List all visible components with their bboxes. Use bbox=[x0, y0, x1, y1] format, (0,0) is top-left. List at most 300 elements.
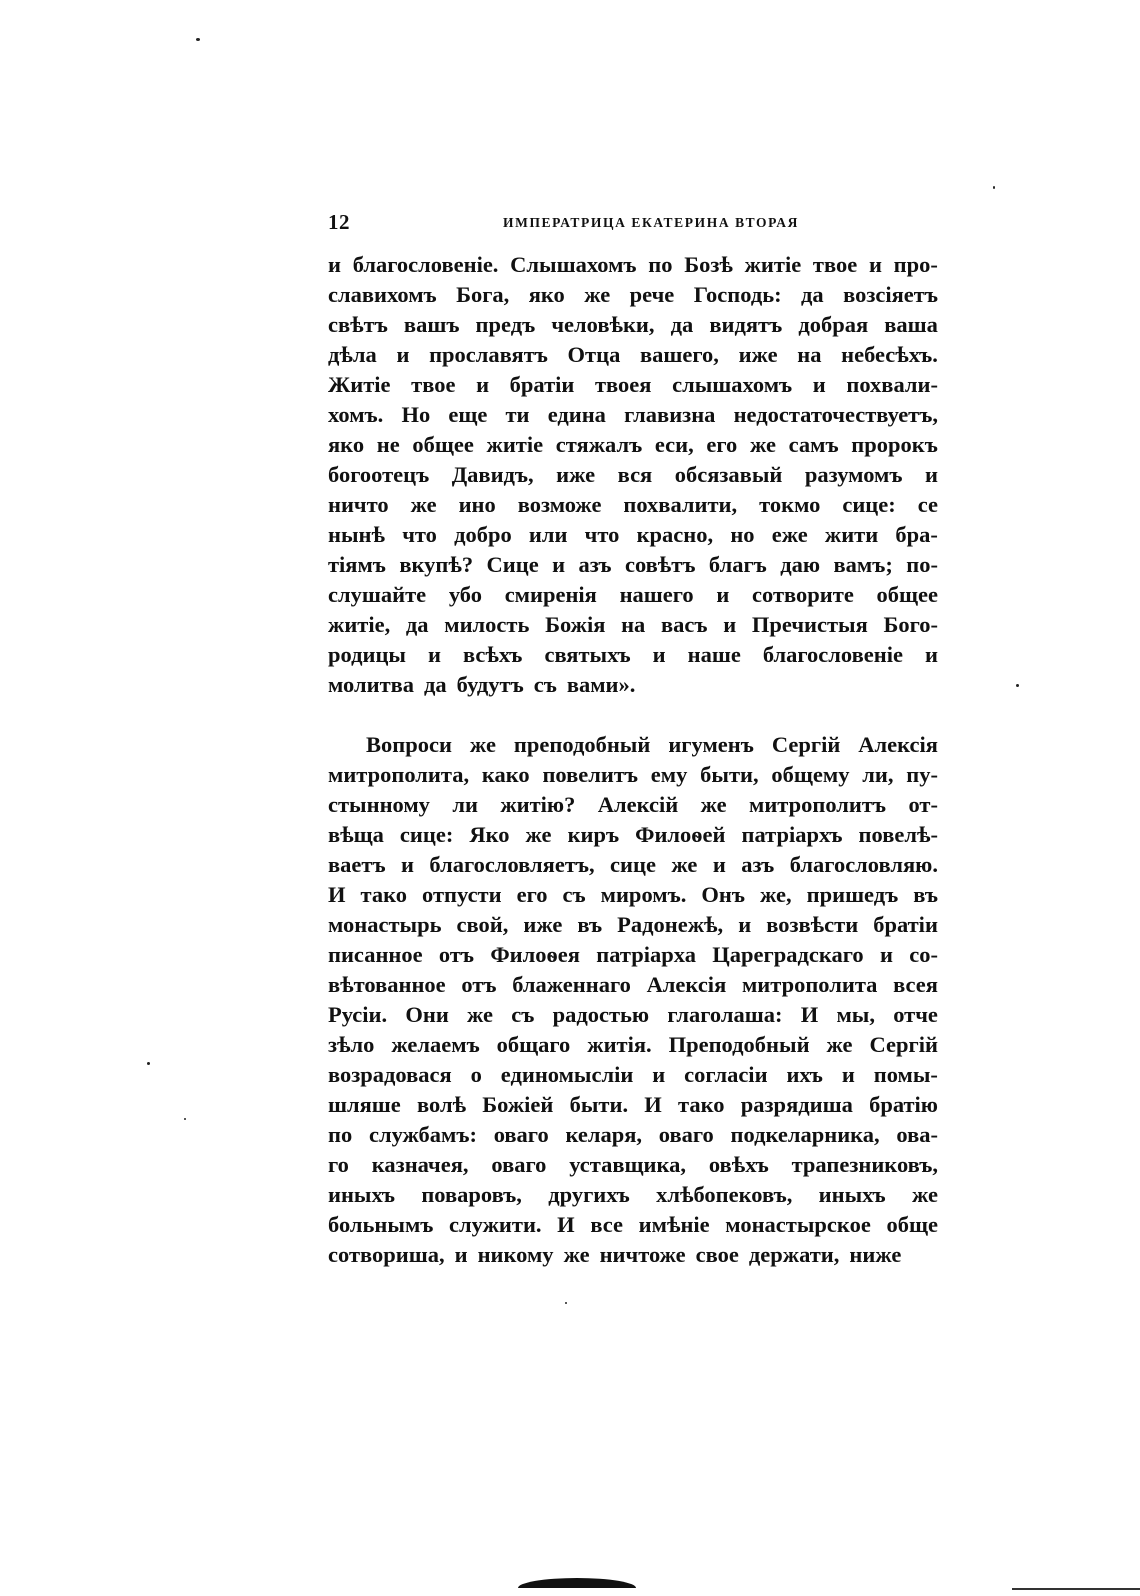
word: твое bbox=[411, 372, 456, 397]
word: Они bbox=[405, 1002, 449, 1027]
text-line bbox=[328, 460, 938, 490]
word: пу- bbox=[906, 762, 938, 787]
text-line bbox=[328, 1240, 938, 1270]
word: его bbox=[516, 882, 548, 907]
word: или bbox=[528, 522, 568, 547]
word: по bbox=[328, 1122, 353, 1147]
word: согласіи bbox=[684, 1062, 768, 1087]
word: поваровъ, bbox=[421, 1182, 522, 1207]
word: быти. bbox=[569, 1092, 629, 1117]
text-line bbox=[328, 1120, 938, 1150]
word: житіе bbox=[744, 252, 802, 277]
word: шляше bbox=[328, 1092, 401, 1117]
word: общаго bbox=[496, 1032, 571, 1057]
text-line bbox=[328, 1150, 938, 1180]
word: и bbox=[738, 912, 752, 937]
word: глаголаша: bbox=[667, 1002, 783, 1027]
word: съ bbox=[533, 672, 557, 697]
word: предъ bbox=[475, 312, 536, 337]
scan-speck bbox=[1016, 684, 1019, 687]
paragraph-2 bbox=[328, 730, 938, 1270]
word: святыхъ bbox=[544, 642, 631, 667]
word: сотвориша, bbox=[328, 1242, 445, 1267]
word: что bbox=[402, 522, 437, 547]
word: монастырское bbox=[725, 1212, 871, 1237]
word: сице bbox=[610, 852, 656, 877]
word: братіи bbox=[873, 912, 938, 937]
word: что bbox=[584, 522, 620, 547]
word: съ bbox=[511, 1002, 535, 1027]
text-line bbox=[328, 430, 938, 460]
text-line bbox=[328, 1000, 938, 1030]
word: трапезниковъ, bbox=[791, 1152, 938, 1177]
word: быти, bbox=[700, 762, 759, 787]
word: тіямъ bbox=[328, 552, 386, 577]
word: разумомъ bbox=[804, 462, 903, 487]
page-header bbox=[328, 210, 938, 238]
word: всея bbox=[893, 972, 938, 997]
word: повелѣ- bbox=[858, 822, 938, 847]
word: хомъ. bbox=[328, 402, 384, 427]
word: едина bbox=[547, 402, 606, 427]
word: Бого- bbox=[883, 612, 938, 637]
word: житіе bbox=[486, 432, 544, 457]
word: волѣ bbox=[417, 1092, 467, 1117]
word: Давидъ, bbox=[451, 462, 534, 487]
text-line bbox=[328, 370, 938, 400]
word: тако bbox=[360, 882, 408, 907]
word: Отца bbox=[567, 342, 621, 367]
text-line bbox=[328, 670, 938, 700]
word: убо bbox=[448, 582, 482, 607]
word: и bbox=[652, 642, 666, 667]
word: Филоѳея bbox=[490, 942, 580, 967]
word: добро bbox=[454, 522, 512, 547]
word: хлѣбопековъ, bbox=[656, 1182, 793, 1207]
word: се bbox=[917, 492, 938, 517]
word: со- bbox=[909, 942, 938, 967]
word: подкеларника, bbox=[730, 1122, 880, 1147]
word: игуменъ bbox=[668, 732, 754, 757]
word: вѣща bbox=[328, 822, 384, 847]
word: еси, bbox=[654, 432, 694, 457]
word: патріархъ bbox=[741, 822, 843, 847]
word: да bbox=[424, 672, 447, 697]
text-line bbox=[328, 760, 938, 790]
word: добрая bbox=[798, 312, 869, 337]
text-line bbox=[328, 1060, 938, 1090]
word: славихомъ bbox=[328, 282, 437, 307]
word: и bbox=[924, 462, 938, 487]
word: человѣки, bbox=[551, 312, 655, 337]
word: ничто bbox=[328, 492, 389, 517]
word: патріарха bbox=[596, 942, 696, 967]
word: иже bbox=[523, 912, 563, 937]
word: сотворите bbox=[752, 582, 854, 607]
word: свой, bbox=[456, 912, 509, 937]
word: келаря, bbox=[565, 1122, 643, 1147]
word: Бозѣ bbox=[684, 252, 733, 277]
word: видятъ bbox=[709, 312, 783, 337]
word: Господь: bbox=[693, 282, 782, 307]
word: же bbox=[671, 852, 698, 877]
word: И bbox=[557, 1212, 575, 1237]
word: нынѣ bbox=[328, 522, 385, 547]
word: главизна bbox=[624, 402, 716, 427]
word: нашего bbox=[619, 582, 694, 607]
word: вашего, bbox=[640, 342, 719, 367]
word: прославятъ bbox=[429, 342, 548, 367]
word: возвѣсти bbox=[766, 912, 859, 937]
word: твое bbox=[812, 252, 858, 277]
word: свое bbox=[695, 1242, 739, 1267]
text-line bbox=[328, 910, 938, 940]
word: же, bbox=[759, 882, 792, 907]
text-line bbox=[328, 940, 938, 970]
body-text bbox=[328, 250, 938, 1270]
word: возсіяетъ bbox=[843, 282, 938, 307]
word: зѣло bbox=[328, 1032, 375, 1057]
text-line bbox=[328, 730, 938, 760]
word: сице: bbox=[399, 822, 454, 847]
word: не bbox=[376, 432, 400, 457]
word: житію? bbox=[500, 792, 576, 817]
word: Онъ bbox=[701, 882, 745, 907]
word: стынному bbox=[328, 792, 430, 817]
word: вашъ bbox=[403, 312, 460, 337]
text-line bbox=[328, 1210, 938, 1240]
word: повелитъ bbox=[542, 762, 639, 787]
text-line bbox=[328, 400, 938, 430]
word: и bbox=[476, 372, 490, 397]
word: Радонежѣ, bbox=[617, 912, 724, 937]
word: миромъ. bbox=[600, 882, 687, 907]
text-line bbox=[328, 610, 938, 640]
word: наше bbox=[687, 642, 741, 667]
running-title: ИМПЕРАТРИЦА ЕКАТЕРИНА ВТОРАЯ bbox=[503, 215, 799, 230]
word: ваша bbox=[884, 312, 938, 337]
word: да bbox=[670, 312, 694, 337]
word: свѣтъ bbox=[328, 312, 388, 337]
word: еще bbox=[448, 402, 488, 427]
word: и bbox=[552, 552, 566, 577]
word: овѣхъ bbox=[708, 1152, 769, 1177]
word: яко bbox=[528, 282, 565, 307]
word: ничтоже bbox=[599, 1242, 686, 1267]
word: како bbox=[481, 762, 530, 787]
scan-speck bbox=[196, 38, 200, 41]
word: митрополита, bbox=[328, 762, 470, 787]
word: яко bbox=[328, 432, 365, 457]
word: про- bbox=[893, 252, 938, 277]
text-line bbox=[328, 280, 938, 310]
word: же bbox=[700, 792, 727, 817]
word: житіе, bbox=[328, 612, 391, 637]
word: оваго bbox=[491, 1152, 547, 1177]
word: больнымъ bbox=[328, 1212, 434, 1237]
word: помы- bbox=[873, 1062, 938, 1087]
word: въ bbox=[577, 912, 603, 937]
word: И bbox=[800, 1002, 819, 1027]
word: же bbox=[911, 1182, 938, 1207]
word: митрополитъ bbox=[749, 792, 887, 817]
word: обще bbox=[886, 1212, 938, 1237]
word: Алексія bbox=[858, 732, 938, 757]
word: митрополита bbox=[741, 972, 878, 997]
word: Но bbox=[401, 402, 431, 427]
word: пришедъ bbox=[806, 882, 899, 907]
text-line bbox=[328, 310, 938, 340]
word: совѣтъ bbox=[624, 552, 696, 577]
word: от- bbox=[908, 792, 938, 817]
word: братію bbox=[869, 1092, 938, 1117]
word: отче bbox=[893, 1002, 938, 1027]
word: смиренія bbox=[504, 582, 597, 607]
word: и bbox=[812, 372, 826, 397]
word: богоотецъ bbox=[328, 462, 430, 487]
word: и bbox=[879, 942, 893, 967]
word: же bbox=[563, 1242, 590, 1267]
word: вся bbox=[617, 462, 653, 487]
word: и bbox=[841, 1062, 855, 1087]
word: общему bbox=[771, 762, 850, 787]
word: все bbox=[590, 1212, 624, 1237]
text-line bbox=[328, 580, 938, 610]
word: благъ bbox=[708, 552, 767, 577]
word: другихъ bbox=[548, 1182, 630, 1207]
word: съ bbox=[562, 882, 586, 907]
paragraph-1 bbox=[328, 250, 938, 700]
text-line bbox=[328, 790, 938, 820]
word: вкупѣ? bbox=[399, 552, 474, 577]
paragraph-gap bbox=[328, 700, 938, 730]
word: ова- bbox=[896, 1122, 938, 1147]
word: преподобный bbox=[513, 732, 651, 757]
word: красно, bbox=[636, 522, 714, 547]
word: стяжалъ bbox=[555, 432, 643, 457]
word: васъ bbox=[661, 612, 708, 637]
word: на bbox=[797, 342, 822, 367]
word: ваетъ bbox=[328, 852, 386, 877]
word: да bbox=[405, 612, 429, 637]
word: благословляетъ, bbox=[429, 852, 595, 877]
word: же bbox=[826, 1032, 853, 1057]
word: жити bbox=[824, 522, 879, 547]
scan-speck bbox=[184, 1118, 186, 1120]
word: оваго bbox=[658, 1122, 714, 1147]
word: слышахомъ bbox=[672, 372, 793, 397]
word: общее bbox=[876, 582, 938, 607]
word: и bbox=[328, 252, 341, 277]
word: разрядиша bbox=[740, 1092, 853, 1117]
word: Преподобный bbox=[668, 1032, 810, 1057]
word: родицы bbox=[328, 642, 406, 667]
word: отпусти bbox=[422, 882, 502, 907]
text-line bbox=[328, 640, 938, 670]
word: бра- bbox=[895, 522, 938, 547]
page-number: 12 bbox=[328, 210, 350, 234]
word: еже bbox=[771, 522, 808, 547]
word: и bbox=[396, 342, 410, 367]
word: похвалити, bbox=[623, 492, 738, 517]
word: его bbox=[706, 432, 738, 457]
word: ли bbox=[452, 792, 478, 817]
word: никому bbox=[477, 1242, 554, 1267]
word: писанное bbox=[328, 942, 423, 967]
word: ихъ bbox=[786, 1062, 823, 1087]
word: служити. bbox=[449, 1212, 542, 1237]
word: о bbox=[470, 1062, 482, 1087]
word: радостью bbox=[552, 1002, 650, 1027]
word: благословеніе bbox=[762, 642, 903, 667]
word: всѣхъ bbox=[463, 642, 523, 667]
text-line bbox=[328, 520, 938, 550]
word: же bbox=[467, 1002, 494, 1027]
word: ему bbox=[650, 762, 688, 787]
text-line bbox=[328, 1180, 938, 1210]
word: мы, bbox=[836, 1002, 875, 1027]
word: единомысліи bbox=[500, 1062, 634, 1087]
word: же bbox=[410, 492, 437, 517]
word: киръ bbox=[567, 822, 620, 847]
word: иже bbox=[738, 342, 778, 367]
word: по bbox=[648, 252, 673, 277]
word: блаженнаго bbox=[512, 972, 631, 997]
word: вами». bbox=[566, 672, 636, 697]
word: пророкъ bbox=[851, 432, 938, 457]
word: И bbox=[328, 882, 346, 907]
text-line bbox=[328, 250, 938, 280]
scan-smudge bbox=[518, 1578, 636, 1588]
word: токмо bbox=[759, 492, 821, 517]
word: держати, bbox=[748, 1242, 840, 1267]
word: даю bbox=[780, 552, 821, 577]
text-line bbox=[328, 1090, 938, 1120]
word: и bbox=[428, 642, 441, 667]
word: Яко bbox=[469, 822, 510, 847]
word: иже bbox=[556, 462, 596, 487]
word: Сергій bbox=[869, 1032, 938, 1057]
word: ли, bbox=[862, 762, 894, 787]
word: службамъ: bbox=[368, 1122, 477, 1147]
word: Филоѳей bbox=[635, 822, 726, 847]
word: общее bbox=[412, 432, 474, 457]
word: же bbox=[584, 282, 611, 307]
word: дѣла bbox=[328, 342, 377, 367]
scan-edge-line bbox=[1012, 1588, 1140, 1590]
word: возрадовася bbox=[328, 1062, 452, 1087]
word: Сергій bbox=[771, 732, 841, 757]
word: благословляю. bbox=[789, 852, 938, 877]
word: и bbox=[712, 852, 726, 877]
text-line bbox=[328, 1030, 938, 1060]
word: и bbox=[454, 1242, 468, 1267]
word: отъ bbox=[438, 942, 475, 967]
word: и bbox=[652, 1062, 666, 1087]
word: самъ bbox=[788, 432, 839, 457]
word: обсязавый bbox=[674, 462, 783, 487]
scan-speck bbox=[565, 1302, 567, 1304]
word: Пречистыя bbox=[751, 612, 868, 637]
word: вамъ; bbox=[833, 552, 893, 577]
word: Цареградскаго bbox=[712, 942, 864, 967]
word: ниже bbox=[849, 1242, 902, 1267]
text-line bbox=[328, 850, 938, 880]
word: молитва bbox=[328, 672, 415, 697]
word: житія. bbox=[587, 1032, 652, 1057]
word: милость bbox=[444, 612, 530, 637]
word: въ bbox=[913, 882, 938, 907]
word: вѣтованное bbox=[328, 972, 446, 997]
word: Алексія bbox=[646, 972, 727, 997]
word: твоея bbox=[594, 372, 652, 397]
word: недостаточествуетъ, bbox=[733, 402, 938, 427]
word: отъ bbox=[461, 972, 497, 997]
word: братіи bbox=[509, 372, 575, 397]
text-line bbox=[328, 490, 938, 520]
text-line bbox=[328, 820, 938, 850]
word: же bbox=[469, 732, 496, 757]
word: имѣніе bbox=[638, 1212, 710, 1237]
word: рече bbox=[629, 282, 675, 307]
word: тако bbox=[678, 1092, 725, 1117]
word: ти bbox=[505, 402, 530, 427]
word: Божіей bbox=[482, 1092, 554, 1117]
word: возможе bbox=[517, 492, 602, 517]
word: же bbox=[749, 432, 776, 457]
word: похвали- bbox=[846, 372, 938, 397]
word: Слышахомъ bbox=[510, 252, 637, 277]
word: уставщика, bbox=[569, 1152, 686, 1177]
word: Житіе bbox=[328, 372, 391, 397]
scan-speck bbox=[993, 186, 995, 189]
word: Алексій bbox=[597, 792, 679, 817]
word: да bbox=[801, 282, 824, 307]
word: и bbox=[924, 642, 938, 667]
text-line bbox=[328, 880, 938, 910]
word: и bbox=[723, 612, 737, 637]
word: го bbox=[328, 1152, 349, 1177]
word: но bbox=[730, 522, 755, 547]
word: и bbox=[716, 582, 730, 607]
text-line bbox=[328, 550, 938, 580]
word: монастырь bbox=[328, 912, 442, 937]
scan-speck bbox=[147, 1062, 150, 1065]
text-line bbox=[328, 340, 938, 370]
word: и bbox=[401, 852, 414, 877]
text-line bbox=[328, 970, 938, 1000]
word: Русіи. bbox=[328, 1002, 388, 1027]
word: небесѣхъ. bbox=[841, 342, 938, 367]
word: ино bbox=[458, 492, 496, 517]
word: иныхъ bbox=[818, 1182, 886, 1207]
word: И bbox=[644, 1092, 662, 1117]
word: Вопроси bbox=[366, 732, 452, 757]
word: азъ bbox=[578, 552, 612, 577]
word: желаемъ bbox=[391, 1032, 480, 1057]
word: на bbox=[621, 612, 646, 637]
word: сице: bbox=[842, 492, 896, 517]
word: же bbox=[525, 822, 552, 847]
word: иныхъ bbox=[328, 1182, 396, 1207]
word: оваго bbox=[493, 1122, 549, 1147]
word: Сице bbox=[486, 552, 539, 577]
word: слушайте bbox=[328, 582, 427, 607]
word: будутъ bbox=[456, 672, 524, 697]
word: азъ bbox=[741, 852, 775, 877]
word: Божія bbox=[545, 612, 606, 637]
word: Бога, bbox=[456, 282, 510, 307]
